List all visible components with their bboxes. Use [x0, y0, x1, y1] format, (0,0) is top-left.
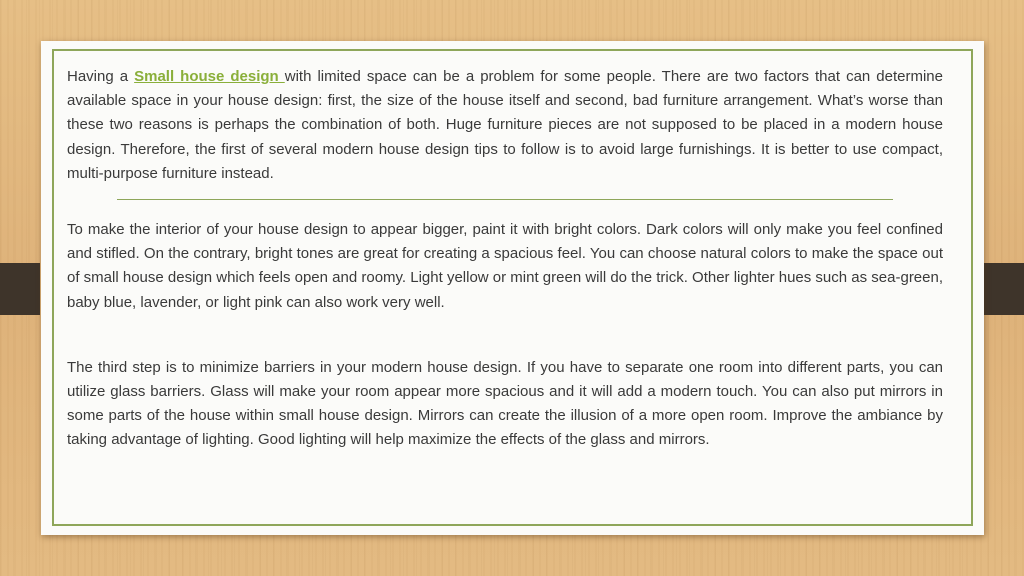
small-house-design-link[interactable]: Small house design — [134, 68, 285, 85]
left-accent-bar — [0, 263, 40, 315]
paragraph-intro — [67, 65, 943, 186]
intro-text-after-link: with limited space can be a problem for some people. There are two factors that can determine available space in your house design: first, the size of the house itself and second, bad furniture arrangement. What’s worse than these two reasons is perhaps the combination of both. Huge furniture pieces are not supposed to be placed in a modern house design. Therefore, the first of several modern house design tips to follow is to avoid large furnishings. It is better to use compact, multi-purpose furniture instead. — [67, 68, 943, 182]
intro-text-before-link: Having a — [67, 68, 135, 85]
paragraph-barriers: The third step is to minimize barriers in your modern house design. If you have to separate one room into different parts, you can utilize glass barriers. Glass will make your room appear more spacious and it will add a modern touch. You can also put mirrors in some parts of the house within small house design. Mirrors can create the illusion of a more open room. Improve the ambiance by taking advantage of lighting. Good lighting will help maximize the effects of the glass and mirrors. — [67, 358, 943, 449]
paragraph-spacer — [67, 315, 943, 356]
slide-card — [41, 41, 984, 535]
paragraph-colors: To make the interior of your house design to appear bigger, paint it with bright colors. Dark colors will only make you feel confined and stifled. On the contrary, bright tones are great for creating a spacious feel. You can choose natural colors to make the space out of small house design which feels open and roomy. Light yellow or mint green will do the trick. Other lighter hues such as sea-green, baby blue, lavender, or light pink can also work very well. — [67, 221, 944, 311]
slide-content — [67, 65, 943, 453]
section-divider — [117, 199, 893, 200]
